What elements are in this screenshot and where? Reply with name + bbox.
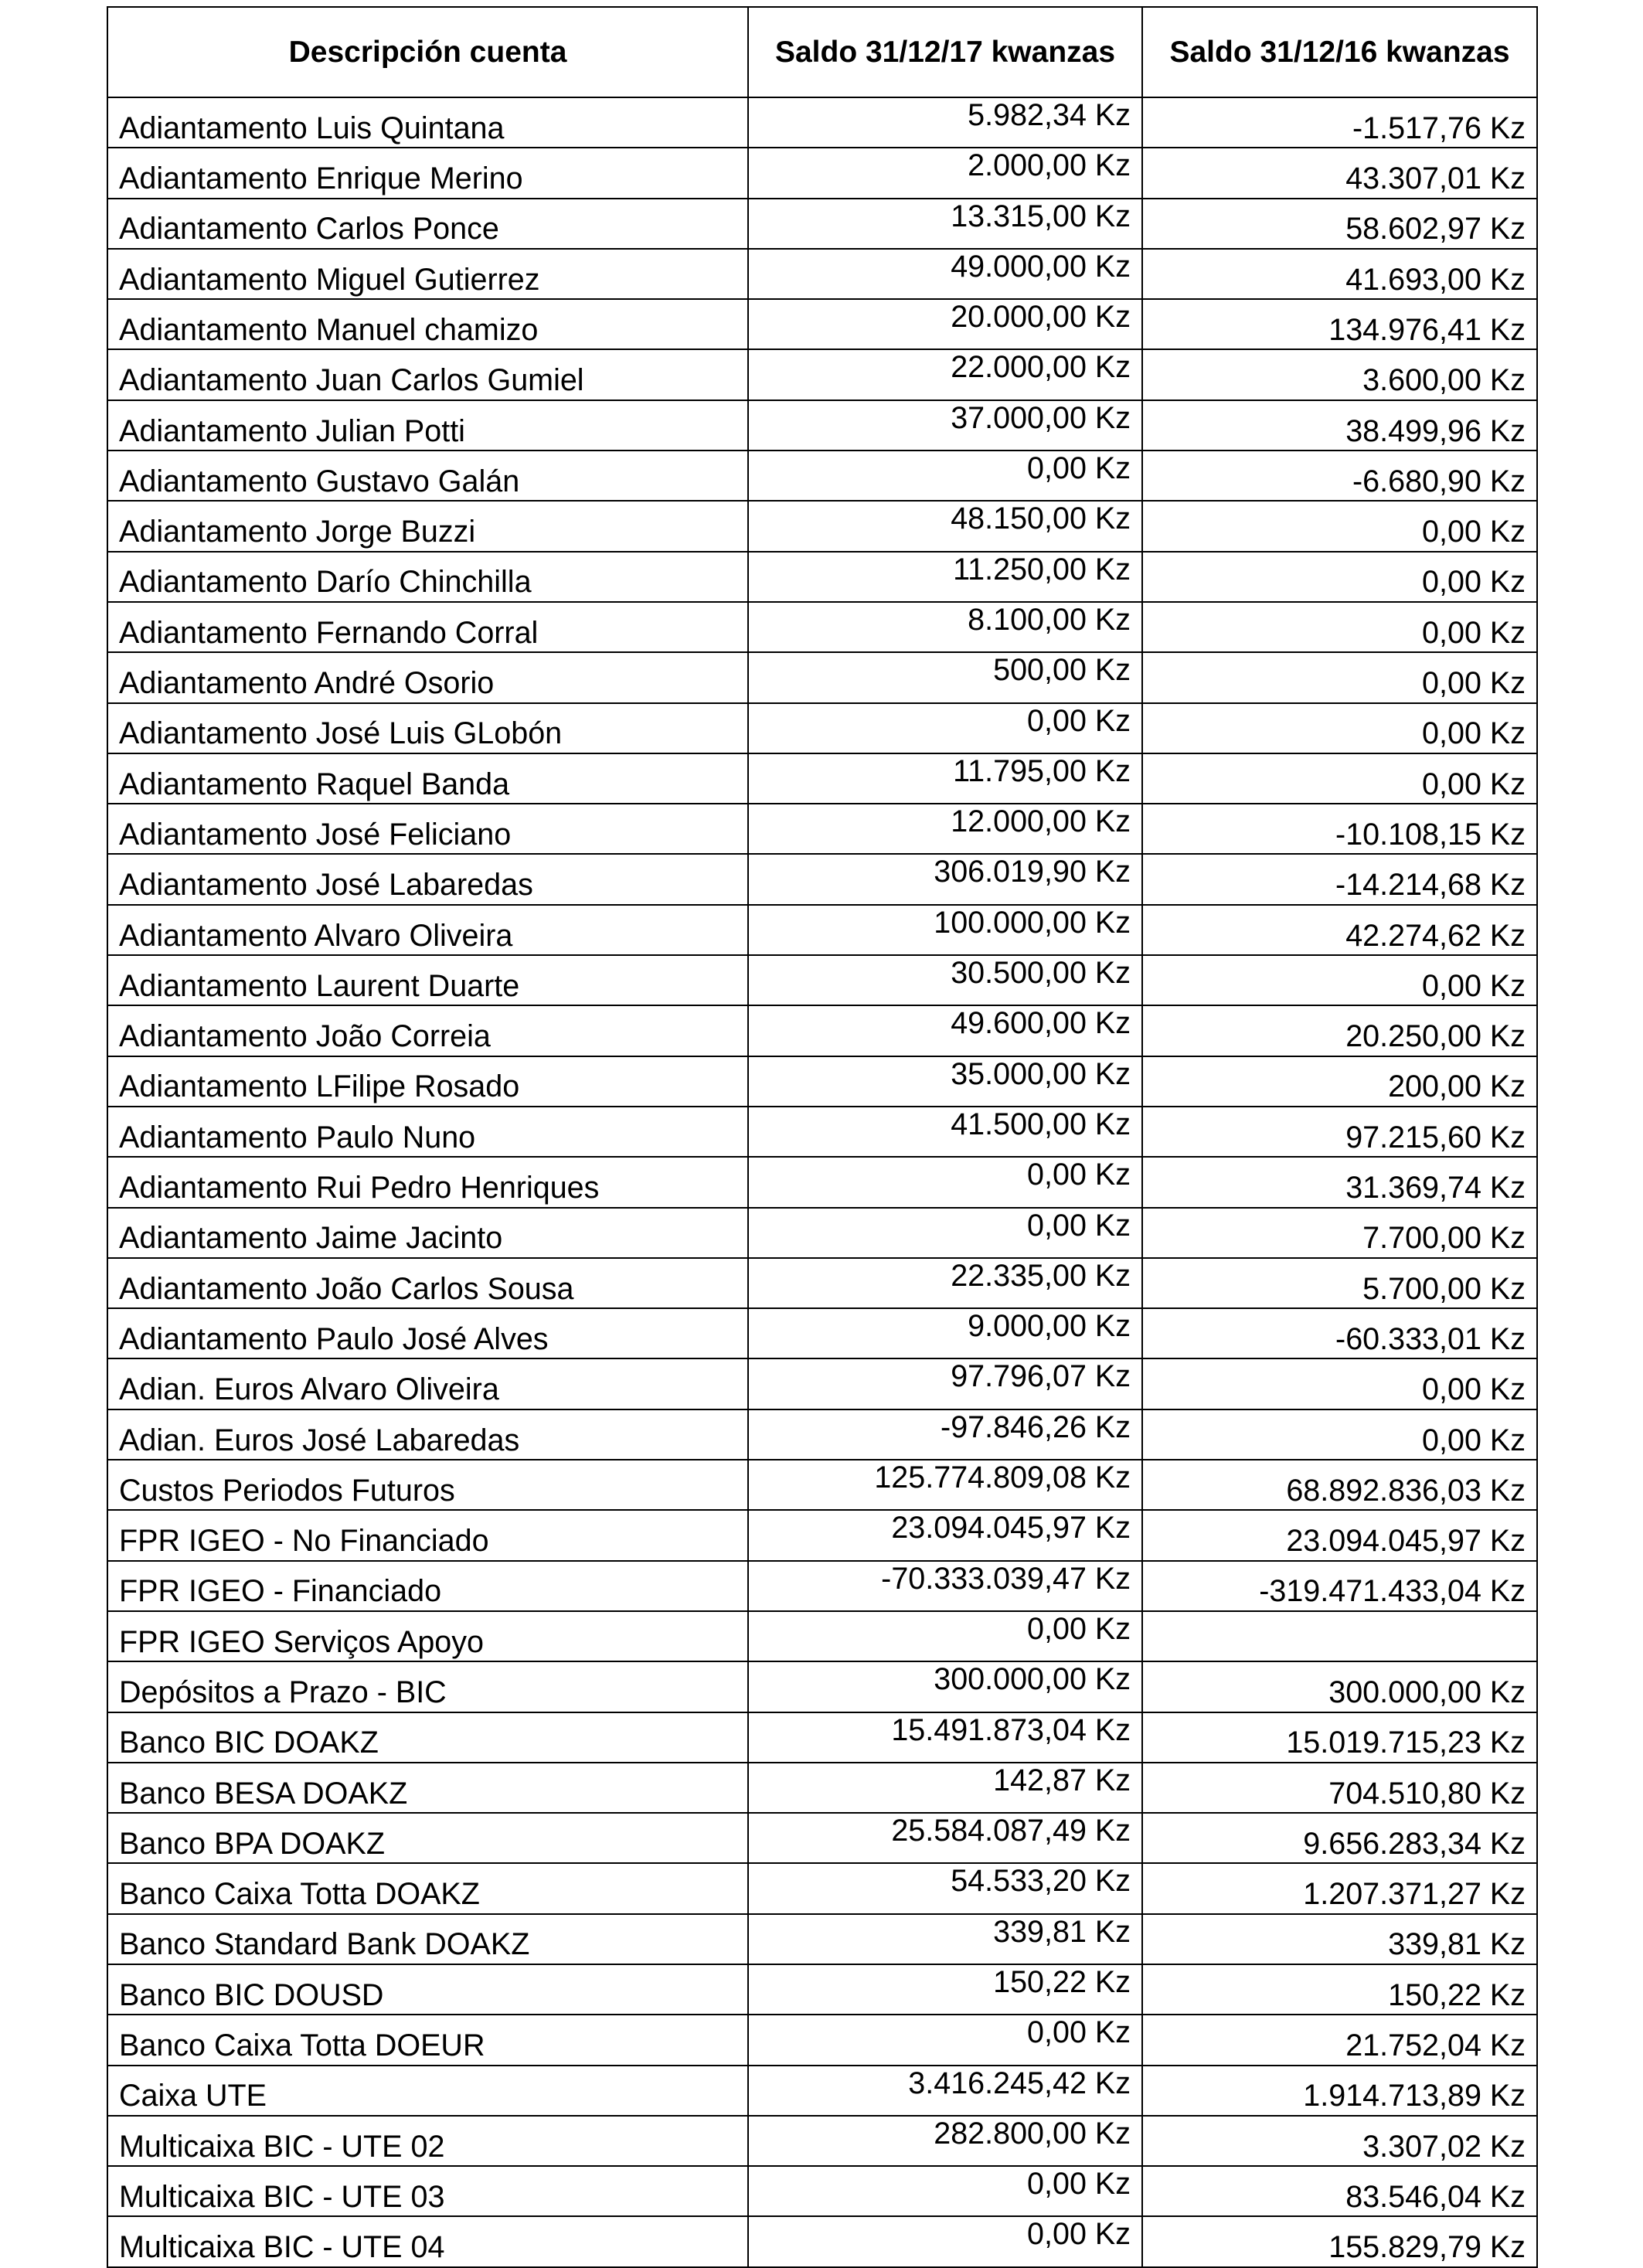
account-description: Banco BESA DOAKZ (107, 1763, 748, 1813)
balance-2017-cell: 306.019,90 Kz (748, 854, 1142, 904)
balance-2017-cell: 11.795,00 Kz (748, 753, 1142, 804)
balance-2017-cell: 41.500,00 Kz (748, 1107, 1142, 1157)
account-description: Banco Caixa Totta DOEUR (107, 2015, 748, 2065)
table-row (107, 1308, 1537, 1358)
balance-2017-cell: 22.335,00 Kz (748, 1258, 1142, 1308)
balance-2016-cell: 0,00 Kz (1142, 753, 1537, 804)
balance-2017-cell: 49.600,00 Kz (748, 1005, 1142, 1056)
balance-2016-cell: 97.215,60 Kz (1142, 1107, 1537, 1157)
balance-2016-cell: 339,81 Kz (1142, 1914, 1537, 1964)
balance-2016-cell: 704.510,80 Kz (1142, 1763, 1537, 1813)
balance-2016-cell: 0,00 Kz (1142, 652, 1537, 702)
account-description: Adian. Euros Alvaro Oliveira (107, 1358, 748, 1409)
balance-2016-cell: 3.600,00 Kz (1142, 349, 1537, 400)
table-row (107, 552, 1537, 602)
table-row (107, 97, 1537, 148)
account-description: Caixa UTE (107, 2066, 748, 2116)
table-row (107, 1005, 1537, 1056)
account-description: Adiantamento Alvaro Oliveira (107, 905, 748, 955)
balance-2017-cell: 37.000,00 Kz (748, 400, 1142, 451)
table-row (107, 955, 1537, 1005)
table-row (107, 1763, 1537, 1813)
balance-2017-cell: 20.000,00 Kz (748, 299, 1142, 349)
table-row (107, 905, 1537, 955)
balance-2017-cell: 25.584.087,49 Kz (748, 1813, 1142, 1863)
balance-2017-cell: 0,00 Kz (748, 2166, 1142, 2216)
balance-2016-cell: 58.602,97 Kz (1142, 199, 1537, 249)
account-description: FPR IGEO Serviços Apoyo (107, 1611, 748, 1661)
balance-2017-cell: 30.500,00 Kz (748, 955, 1142, 1005)
balance-2017-cell: 0,00 Kz (748, 451, 1142, 501)
balance-2016-cell: 38.499,96 Kz (1142, 400, 1537, 451)
balance-2017-cell: 0,00 Kz (748, 1208, 1142, 1258)
account-description: Adiantamento Gustavo Galán (107, 451, 748, 501)
balance-2017-cell: 49.000,00 Kz (748, 249, 1142, 299)
table-row (107, 2066, 1537, 2116)
balance-2016-cell: -14.214,68 Kz (1142, 854, 1537, 904)
balance-2017-cell: 8.100,00 Kz (748, 602, 1142, 652)
balance-2017-cell: -97.846,26 Kz (748, 1409, 1142, 1460)
balance-2017-cell: 9.000,00 Kz (748, 1308, 1142, 1358)
table-row (107, 2116, 1537, 2166)
table-row (107, 1258, 1537, 1308)
balance-2017-cell: 22.000,00 Kz (748, 349, 1142, 400)
table-row (107, 1964, 1537, 2015)
account-description: Custos Periodos Futuros (107, 1460, 748, 1510)
account-description: Adiantamento José Feliciano (107, 804, 748, 854)
table-row (107, 451, 1537, 501)
balance-2017-cell: 13.315,00 Kz (748, 199, 1142, 249)
table-row (107, 703, 1537, 753)
header-description: Descripción cuenta (107, 7, 748, 97)
account-description: Adiantamento Paulo José Alves (107, 1308, 748, 1358)
table-row (107, 1712, 1537, 1763)
table-row (107, 249, 1537, 299)
balance-2016-cell: 155.829,79 Kz (1142, 2216, 1537, 2266)
table-row (107, 753, 1537, 804)
balance-2016-cell: 1.914.713,89 Kz (1142, 2066, 1537, 2116)
account-description: Adiantamento Jaime Jacinto (107, 1208, 748, 1258)
balance-2017-cell: 142,87 Kz (748, 1763, 1142, 1813)
table-row (107, 148, 1537, 198)
account-description: Adiantamento Darío Chinchilla (107, 552, 748, 602)
table-row (107, 400, 1537, 451)
account-description: Adiantamento Miguel Gutierrez (107, 249, 748, 299)
account-description: Banco BIC DOAKZ (107, 1712, 748, 1763)
balance-2016-cell: 15.019.715,23 Kz (1142, 1712, 1537, 1763)
balance-2016-cell: -6.680,90 Kz (1142, 451, 1537, 501)
table-row (107, 1460, 1537, 1510)
account-description: Adiantamento Luis Quintana (107, 97, 748, 148)
account-description: Adian. Euros José Labaredas (107, 1409, 748, 1460)
balance-2016-cell: 300.000,00 Kz (1142, 1661, 1537, 1712)
balance-2016-cell: -319.471.433,04 Kz (1142, 1561, 1537, 1611)
balance-2016-cell: 3.307,02 Kz (1142, 2116, 1537, 2166)
table-row (107, 602, 1537, 652)
account-description: Banco Standard Bank DOAKZ (107, 1914, 748, 1964)
balance-2016-cell: 83.546,04 Kz (1142, 2166, 1537, 2216)
account-description: Banco BIC DOUSD (107, 1964, 748, 2015)
balance-2017-cell: 11.250,00 Kz (748, 552, 1142, 602)
table-row (107, 299, 1537, 349)
account-description: Adiantamento Rui Pedro Henriques (107, 1157, 748, 1207)
account-description: FPR IGEO - Financiado (107, 1561, 748, 1611)
balance-2016-cell: -10.108,15 Kz (1142, 804, 1537, 854)
balance-2016-cell: 21.752,04 Kz (1142, 2015, 1537, 2065)
balance-2017-cell: 282.800,00 Kz (748, 2116, 1142, 2166)
table-row (107, 1863, 1537, 1913)
account-description: Adiantamento LFilipe Rosado (107, 1056, 748, 1107)
account-description: Adiantamento Paulo Nuno (107, 1107, 748, 1157)
accounts-balance-table (107, 6, 1538, 2268)
table-row (107, 1056, 1537, 1107)
account-description: Banco Caixa Totta DOAKZ (107, 1863, 748, 1913)
balance-2017-cell: 15.491.873,04 Kz (748, 1712, 1142, 1763)
balance-2016-cell: 20.250,00 Kz (1142, 1005, 1537, 1056)
balance-2016-cell: 5.700,00 Kz (1142, 1258, 1537, 1308)
table-row (107, 1157, 1537, 1207)
balance-2017-cell: 2.000,00 Kz (748, 148, 1142, 198)
balance-2016-cell: 0,00 Kz (1142, 1358, 1537, 1409)
balance-2017-cell: 0,00 Kz (748, 2015, 1142, 2065)
header-balance-2016: Saldo 31/12/16 kwanzas (1142, 7, 1537, 97)
table-row (107, 1661, 1537, 1712)
balance-2016-cell: 41.693,00 Kz (1142, 249, 1537, 299)
table-row (107, 1611, 1537, 1661)
table-row (107, 1510, 1537, 1560)
account-description: Banco BPA DOAKZ (107, 1813, 748, 1863)
balance-2016-cell (1142, 1611, 1537, 1661)
balance-2016-cell: 1.207.371,27 Kz (1142, 1863, 1537, 1913)
balance-2017-cell: 500,00 Kz (748, 652, 1142, 702)
table-header-row (107, 7, 1537, 97)
balance-2017-cell: 12.000,00 Kz (748, 804, 1142, 854)
balance-2016-cell: 200,00 Kz (1142, 1056, 1537, 1107)
table-row (107, 2015, 1537, 2065)
table-row (107, 854, 1537, 904)
account-description: Adiantamento Raquel Banda (107, 753, 748, 804)
table-row (107, 2216, 1537, 2266)
balance-2016-cell: 0,00 Kz (1142, 703, 1537, 753)
table-row (107, 501, 1537, 551)
balance-2016-cell: 7.700,00 Kz (1142, 1208, 1537, 1258)
table-row (107, 1561, 1537, 1611)
account-description: Adiantamento André Osorio (107, 652, 748, 702)
account-description: Adiantamento Laurent Duarte (107, 955, 748, 1005)
balance-2017-cell: 5.982,34 Kz (748, 97, 1142, 148)
account-description: Adiantamento Juan Carlos Gumiel (107, 349, 748, 400)
balance-2016-cell: 0,00 Kz (1142, 552, 1537, 602)
balance-2017-cell: 54.533,20 Kz (748, 1863, 1142, 1913)
balance-2017-cell: 0,00 Kz (748, 1611, 1142, 1661)
account-description: Adiantamento José Labaredas (107, 854, 748, 904)
balance-2017-cell: 35.000,00 Kz (748, 1056, 1142, 1107)
balance-2016-cell: 42.274,62 Kz (1142, 905, 1537, 955)
account-description: Adiantamento Enrique Merino (107, 148, 748, 198)
balance-2017-cell: 48.150,00 Kz (748, 501, 1142, 551)
balance-2017-cell: 23.094.045,97 Kz (748, 1510, 1142, 1560)
account-description: Adiantamento José Luis GLobón (107, 703, 748, 753)
table-row (107, 349, 1537, 400)
account-description: FPR IGEO - No Financiado (107, 1510, 748, 1560)
account-description: Adiantamento João Carlos Sousa (107, 1258, 748, 1308)
account-description: Adiantamento Jorge Buzzi (107, 501, 748, 551)
table-row (107, 1409, 1537, 1460)
balance-2017-cell: 0,00 Kz (748, 2216, 1142, 2266)
account-description: Multicaixa BIC - UTE 04 (107, 2216, 748, 2266)
balance-2017-cell: 300.000,00 Kz (748, 1661, 1142, 1712)
balance-2017-cell: 0,00 Kz (748, 1157, 1142, 1207)
table-body (107, 97, 1537, 2267)
balance-2016-cell: -60.333,01 Kz (1142, 1308, 1537, 1358)
account-description: Adiantamento Fernando Corral (107, 602, 748, 652)
account-description: Multicaixa BIC - UTE 03 (107, 2166, 748, 2216)
balance-2017-cell: 100.000,00 Kz (748, 905, 1142, 955)
balance-2016-cell: 0,00 Kz (1142, 1409, 1537, 1460)
table-row (107, 1914, 1537, 1964)
balance-2016-cell: 0,00 Kz (1142, 602, 1537, 652)
table-row (107, 2166, 1537, 2216)
account-description: Adiantamento Julian Potti (107, 400, 748, 451)
account-description: Depósitos a Prazo - BIC (107, 1661, 748, 1712)
balance-2016-cell: 31.369,74 Kz (1142, 1157, 1537, 1207)
table-row (107, 652, 1537, 702)
table-row (107, 199, 1537, 249)
balance-2017-cell: 0,00 Kz (748, 703, 1142, 753)
table-row (107, 1107, 1537, 1157)
balance-2016-cell: 0,00 Kz (1142, 955, 1537, 1005)
balance-2016-cell: 0,00 Kz (1142, 501, 1537, 551)
balance-2016-cell: 43.307,01 Kz (1142, 148, 1537, 198)
balance-2017-cell: 97.796,07 Kz (748, 1358, 1142, 1409)
account-description: Multicaixa BIC - UTE 02 (107, 2116, 748, 2166)
balance-2017-cell: 3.416.245,42 Kz (748, 2066, 1142, 2116)
account-description: Adiantamento Carlos Ponce (107, 199, 748, 249)
balance-2016-cell: 150,22 Kz (1142, 1964, 1537, 2015)
account-description: Adiantamento João Correia (107, 1005, 748, 1056)
table-row (107, 1208, 1537, 1258)
balance-2016-cell: 23.094.045,97 Kz (1142, 1510, 1537, 1560)
account-description: Adiantamento Manuel chamizo (107, 299, 748, 349)
balance-2017-cell: 150,22 Kz (748, 1964, 1142, 2015)
table-row (107, 1813, 1537, 1863)
balance-2016-cell: 9.656.283,34 Kz (1142, 1813, 1537, 1863)
balance-2016-cell: 134.976,41 Kz (1142, 299, 1537, 349)
header-balance-2017: Saldo 31/12/17 kwanzas (748, 7, 1142, 97)
table-row (107, 1358, 1537, 1409)
balance-2017-cell: -70.333.039,47 Kz (748, 1561, 1142, 1611)
balance-2017-cell: 125.774.809,08 Kz (748, 1460, 1142, 1510)
table-row (107, 804, 1537, 854)
balance-2016-cell: -1.517,76 Kz (1142, 97, 1537, 148)
balance-2016-cell: 68.892.836,03 Kz (1142, 1460, 1537, 1510)
balance-2017-cell: 339,81 Kz (748, 1914, 1142, 1964)
